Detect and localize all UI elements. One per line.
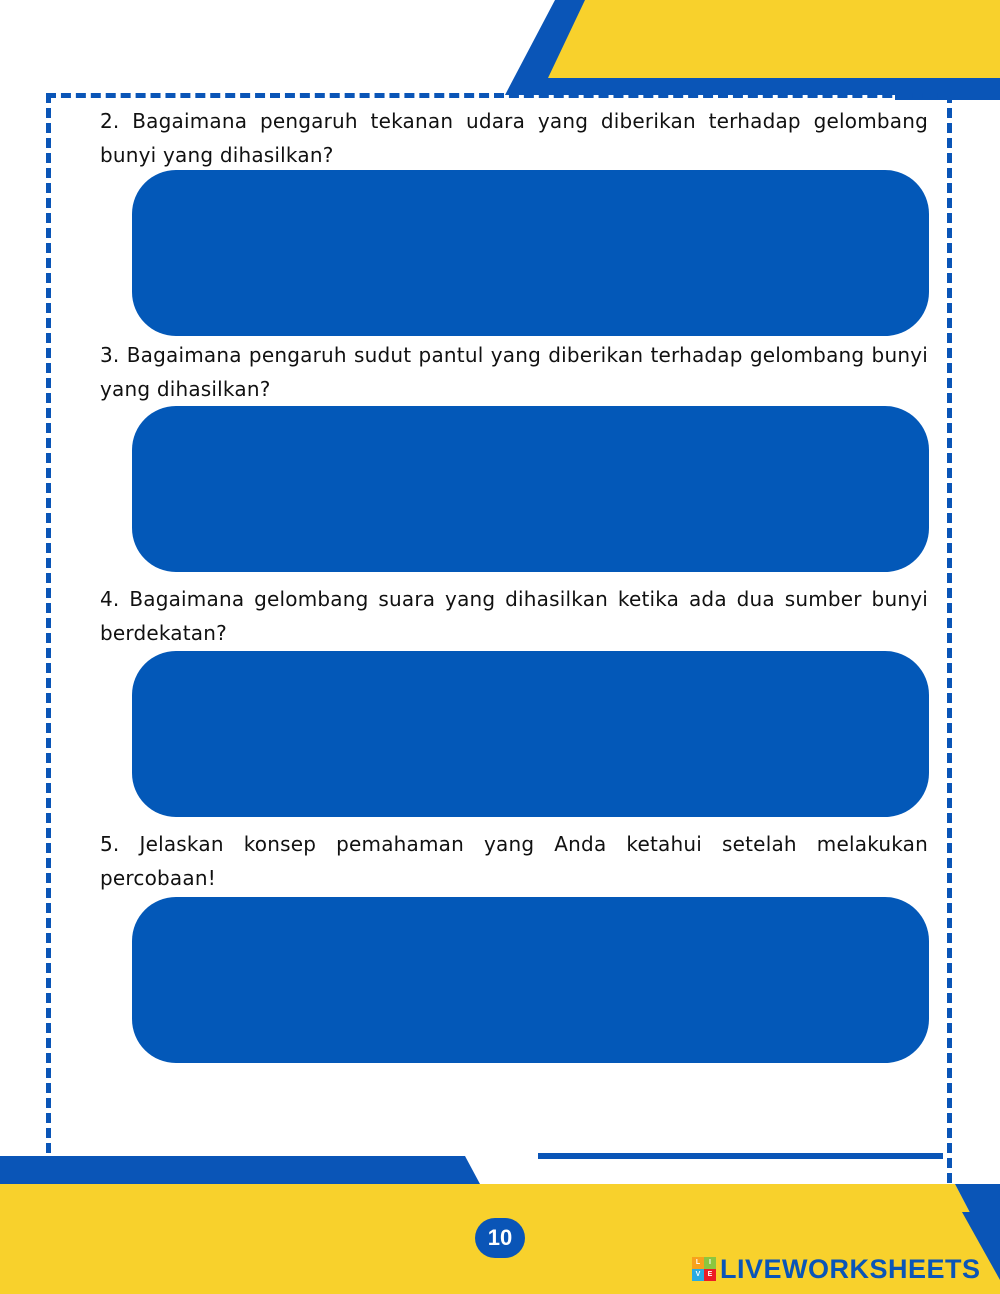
liveworksheets-brand — [692, 1252, 981, 1286]
answer-box-2[interactable] — [132, 170, 929, 336]
question-2: 2. Bagaimana pengaruh tekanan udara yang diberikan terhadap gelombang bunyi yang dihasilkan? — [100, 109, 928, 167]
logo-letter-i: I — [704, 1257, 716, 1269]
answer-box-5[interactable] — [132, 897, 929, 1063]
question-3: 3. Bagaimana pengaruh sudut pantul yang diberikan terhadap gelombang bunyi yang dihasilkan? — [100, 343, 928, 401]
answer-box-4[interactable] — [132, 651, 929, 817]
logo-letter-v: V — [692, 1269, 704, 1281]
brand-name: LIVEWORKSHEETS — [720, 1253, 981, 1284]
liveworksheets-logo-icon — [692, 1257, 716, 1281]
question-5: 5. Jelaskan konsep pemahaman yang Anda ketahui setelah melakukan percobaan! — [100, 832, 928, 890]
top-right-decoration — [0, 0, 1000, 100]
question-4: 4. Bagaimana gelombang suara yang dihasilkan ketika ada dua sumber bunyi berdekatan? — [100, 587, 928, 645]
page-number: 10 — [475, 1218, 525, 1258]
logo-letter-e: E — [704, 1269, 716, 1281]
logo-letter-l: L — [692, 1257, 704, 1269]
answer-box-3[interactable] — [132, 406, 929, 572]
